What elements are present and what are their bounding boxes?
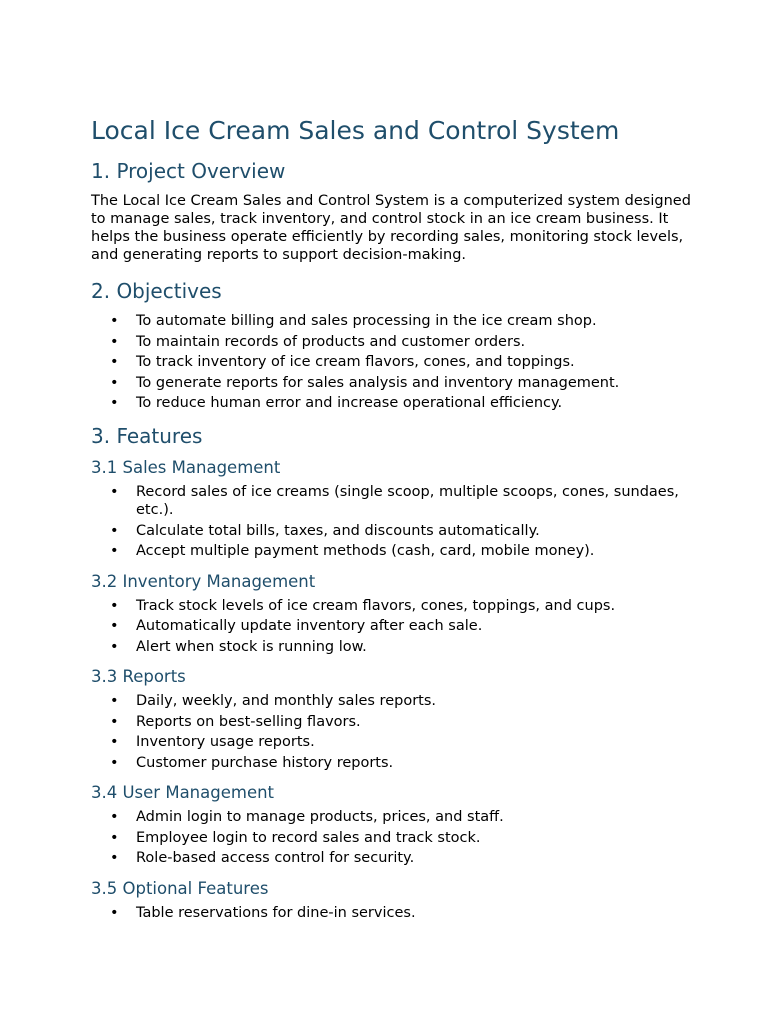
sales-list: [91, 483, 708, 561]
subsection-heading-reports: 3.3 Reports: [91, 667, 186, 686]
list-item: • To track inventory of ice cream flavors, cones, and toppings.: [110, 354, 575, 370]
bullet-icon: •: [110, 713, 119, 730]
list-item: • Alert when stock is running low.: [110, 638, 367, 655]
section-heading-features: 3. Features: [91, 423, 203, 448]
overview-paragraph: The Local Ice Cream Sales and Control System is a computerized system designed to manage sales, track inventory, and control stock in an ice cream business. It helps the business operate efficiently by recording sales, monitoring stock levels, and generating reports to support decision-making.: [91, 193, 691, 263]
list-item: • Record sales of ice creams (single scoop, multiple scoops, cones, sundaes, etc.).: [110, 483, 679, 518]
list-item: • Automatically update inventory after each sale.: [110, 618, 483, 634]
bullet-icon: •: [110, 597, 119, 614]
list-item: • Reports on best-selling flavors.: [110, 713, 361, 730]
bullet-icon: •: [110, 850, 119, 866]
list-item: • To reduce human error and increase operational efficiency.: [110, 395, 563, 411]
bullet-icon: •: [110, 543, 119, 559]
bullet-icon: •: [110, 395, 119, 411]
list-item: • Customer purchase history reports.: [110, 754, 394, 771]
bullet-icon: •: [110, 354, 119, 370]
bullet-icon: •: [110, 333, 119, 350]
bullet-icon: •: [110, 374, 119, 391]
bullet-icon: •: [110, 638, 119, 655]
bullet-icon: •: [110, 693, 119, 709]
subsection-heading-optional: 3.5 Optional Features: [91, 878, 269, 898]
bullet-icon: •: [110, 754, 119, 771]
list-item: • Track stock levels of ice cream flavors, cones, toppings, and cups.: [110, 597, 616, 614]
list-item: • Role-based access control for security.: [110, 850, 415, 866]
bullet-icon: •: [110, 904, 119, 921]
reports-list: [91, 692, 708, 772]
list-item: • Table reservations for dine-in services.: [110, 904, 416, 921]
list-item: • Employee login to record sales and track stock.: [110, 829, 481, 846]
users-list: [91, 808, 708, 868]
list-item: • To generate reports for sales analysis and inventory management.: [110, 374, 620, 391]
subsection-heading-sales: 3.1 Sales Management: [91, 457, 281, 477]
optional-list: [91, 904, 708, 923]
bullet-icon: •: [110, 483, 119, 500]
bullet-icon: •: [110, 522, 119, 539]
list-item: • Calculate total bills, taxes, and discounts automatically.: [110, 522, 540, 539]
objectives-list: [91, 312, 708, 413]
list-item: • Admin login to manage products, prices, and staff.: [110, 809, 504, 825]
bullet-icon: •: [110, 734, 119, 750]
list-item: • Accept multiple payment methods (cash, card, mobile money).: [110, 543, 595, 559]
list-item: • Daily, weekly, and monthly sales reports.: [110, 693, 437, 709]
subsection-heading-inventory: 3.2 Inventory Management: [91, 571, 316, 591]
document-title: Local Ice Cream Sales and Control System: [91, 116, 620, 145]
bullet-icon: •: [110, 809, 119, 825]
section-heading-objectives: 2. Objectives: [91, 279, 222, 303]
bullet-icon: •: [110, 618, 119, 634]
list-item: • To automate billing and sales processing in the ice cream shop.: [110, 313, 597, 329]
subsection-heading-users: 3.4 User Management: [91, 783, 275, 802]
bullet-icon: •: [110, 829, 119, 846]
section-heading-overview: 1. Project Overview: [91, 159, 286, 183]
inventory-list: [91, 597, 708, 657]
bullet-icon: •: [110, 313, 119, 329]
list-item: • Inventory usage reports.: [110, 734, 315, 750]
list-item: • To maintain records of products and customer orders.: [110, 333, 526, 350]
